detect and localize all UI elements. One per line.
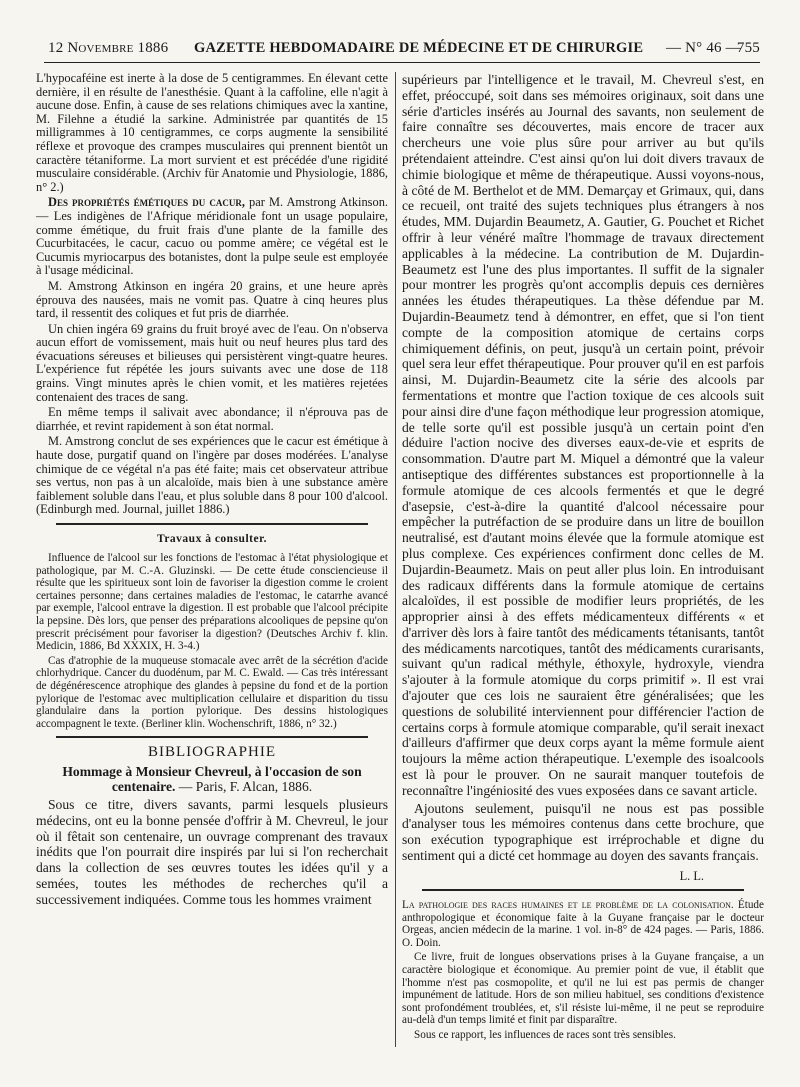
- section-heading-bibliographie: BIBLIOGRAPHIE: [148, 743, 276, 760]
- right-column: [402, 72, 764, 1043]
- journal-title: GAZETTE HEBDOMADAIRE DE MÉDECINE ET DE CHIRURGIE: [194, 40, 644, 56]
- section-divider: [56, 523, 368, 525]
- article-heading: Des propriétés émétiques du cacur,: [48, 195, 245, 210]
- book-title-text: Hommage à Monsieur Chevreul, à l'occasion de son centenaire.: [62, 763, 362, 795]
- review-paragraph: Sous ce titre, divers savants, parmi lesquels plusieurs médecins, ont eu la bonne pensée d'offrir à M. Chevreul, le jour où il fêtait son centenaire, un ouvrage comprenant des travaux inédits que l'on pourrait dire inspirés par lui si l'on recherchait dans la collection de ses œuvres toutes les idées qu'il y a semées, toutes les méthodes de recherches qu'il a successivement indiquées. Comme tous les hommes vraiment: [36, 797, 388, 907]
- article-text: par M. Amstrong Atkinson. — Les indigènes de l'Afrique méridionale font un usage populaire, comme émétique, du fruit frais d'une plante de la famille des Cucurbitacées, le cacur, cacuo ou pomme amère; ce végétal est le Cucumis myriocarpus des botanistes, dont la pulpe seule est employée à l'usage médicinal.: [36, 195, 388, 278]
- column-rule: [395, 72, 396, 1047]
- book-publisher: — Paris, F. Alcan, 1886.: [175, 779, 313, 795]
- page-number: 755: [736, 40, 760, 56]
- article-paragraph: Influence de l'alcool sur les fonctions de l'estomac à l'état physiologique et pathologique, par M. C.-A. Gluzinski. — De cette étude consciencieuse il résulte que les spiritueux sont loin de favoriser la digestion comme le croient certaines personne; dans certaines maladies de l'estomac, le catarrhe avancé par exemple, l'alcool entrave la digestion. Il est probable que l'alcool précipite la pepsine. Dès lors, que penser des préparations alcooliques de pepsine qu'on prescrit précisément pour favoriser la digestion? (Deutsches Archiv f. klin. Medicin, 1886, Bd XXXIX, H. 3-4.): [36, 552, 388, 653]
- section-divider: [56, 736, 368, 738]
- review-paragraph: supérieurs par l'intelligence et le travail, M. Chevreul s'est, en effet, préoccupé, soit dans ses mémoires originaux, soit dans une série d'articles insérés au Journal des savants, non seulement de faire connaître ses découvertes, mais encore de tracer aux chercheurs une voie plus sûre pour arriver au but qu'ils prétendaient atteindre. C'est ainsi qu'on lui doit divers travaux de chimie biologique et même de thérapeutique. Aussi voyons-nous, à côté de M. Berthelot et de MM. Demarçay et Grimaux, qui, dans ce recueil, ont traité des sujets techniques plus étrangers à nos études, MM. Dujardin Beaumetz, A. Gautier, G. Pouchet et Richet offrir à leur vénéré maître l'hommage de travaux directement applicables à la médecine. La contribution de M. Dujardin-Beaumetz est l'une des plus importantes. Il suffit de la signaler pour montrer les progrès qu'ont accomplis depuis ces dernières années les études thérapeutiques. La thèse défendue par M. Dujardin-Beaumetz tend à démontrer, en effet, que si l'on tient compte de la composition atomique de certains corps chimiquement définis, on peut, jusqu'à un certain point, prévoir quel sera leur effet thérapeutique. Pour prouver qu'il en est parfois ainsi, M. Dujardin-Beaumetz cite la série des alcools par fermentations et montre que l'action toxique de ces alcools suit pour ainsi dire d'une façon méthodique leur progression atomique, de telle sorte qu'il est possible jusqu'à un certain point d'en déduire l'action nocive des diverses eaux-de-vie et esprits de consommation. D'autre part M. Miquel a démontré que la valeur antiseptique des différentes substances est proportionnelle à la formule atomique de ces alcools fermentés et que le degré d'asepsie, c'est-à-dire la quantité d'alcool nécessaire pour empêcher la putréfaction de se produire dans un litre de bouillon neutralisé, est d'autant moins élevée que la formule atomique est plus complexe. Ces expériences confirment donc celles de M. Dujardin-Beaumetz. Mais on peut aller plus loin. En introduisant des radicaux différents dans la formule atomique de certains alcaloïdes, il est possible de modifier leurs propriétés, de les approprier ainsi à des effets médicamenteux différents « et d'arriver dès lors à faire tantôt des médicaments tétanisants, tantôt des médicaments narcotiques, tantôt des médicaments curarisants, suivant qu'un radical méthyle, éthoxyle, hydroxyle, viendra s'ajouter à la formule atomique du corps primitif ». Il est vrai d'ajouter que ces lois ne sauraient être généralisées; que les questions de solubilité interviennent pour différencier l'action de certains corps à formule atomique comparable, qu'il serait inexact d'ailleurs d'affirmer que deux corps ayant la même formule aient toujours la même action thérapeutique. L'exemple des isoalcools est là pour le prouver. On ne saurait manquer toutefois de reconnaître l'ingéniosité des vues exposées dans ce savant article.: [402, 72, 764, 798]
- issue-date: 12 Novembre 1886: [48, 40, 169, 56]
- book-title-text: La pathologie des races humaines et le problème de la colonisation.: [402, 898, 734, 911]
- book-entry: [402, 899, 764, 949]
- issue-number: — N° 46 —: [666, 40, 741, 56]
- article-paragraph: M. Amstrong conclut de ses expériences que le cacur est émétique à haute dose, purgatif quand on l'ingère par doses modérées. L'analyse chimique de ce végétal n'a pas été faite; mais cet observateur attribue ses vertus, non pas à un alcaloïde, mais bien à une substance amère faiblement soluble dans l'eau, et plus soluble dans 8 pour 100 d'alcool. (Edinburgh med. Journal, juillet 1886.): [36, 434, 388, 517]
- article-paragraph: En même temps il salivait avec abondance; il n'éprouva pas de diarrhée, et revint rapidement à son état normal.: [36, 405, 388, 433]
- review-paragraph: Ce livre, fruit de longues observations prises à la Guyane française, a un caractère biologique et économique. Au premier point de vue, il établit que l'homme n'est pas cosmopolite, et qu'il ne lui est pas permis de changer impunément de latitude. Hors de son milieu habituel, ses conditions d'existence sont profondément troublées, et, s'il résiste lui-même, il ne peut se reproduire au-delà d'un temps limité et finit par disparaître.: [402, 951, 764, 1027]
- book-details: Étude anthropologique et économique faite à la Guyane française par le docteur Orgeas, ancien médecin de la marine. 1 vol. in-8° de 424 pages. — Paris, 1886. O. Doin.: [402, 898, 764, 949]
- section-divider: [422, 889, 744, 891]
- article-paragraph: L'hypocaféine est inerte à la dose de 5 centigrammes. En élevant cette dernière, il en résulte de l'anesthésie. Quant à la caffoline, elle n'agit à aucune dose. Enfin, à cause de ses relations chimiques avec la xantine, M. Filehne a étudié la sarkine. Administrée par quantités de 15 milligrammes à 10 centigrammes, ce corps augmente la sensibilité réflexe et provoque des crampes musculaires qui prennent bientôt un caractère tétaniforme. La mort survient et est précédée d'une rigidité musculaire considérable. (Archiv für Anatomie und Physiologie, 1886, n° 2.): [36, 71, 388, 194]
- section-heading-travaux: Travaux à consulter.: [157, 532, 267, 545]
- review-paragraph: Ajoutons seulement, puisqu'il ne nous est pas possible d'analyser tous les mémoires contenus dans cette brochure, que son exécution typographique est irréprochable et digne du sentiment qui a dicté cet hommage au doyen des savants français.: [402, 800, 764, 864]
- left-column: [36, 72, 388, 910]
- article-paragraph: [36, 196, 388, 278]
- review-paragraph: Sous ce rapport, les influences de races sont très sensibles.: [414, 1028, 676, 1041]
- page-header: [44, 40, 760, 63]
- author-signature: L. L.: [679, 868, 704, 883]
- book-title: [36, 764, 388, 796]
- article-paragraph: Cas d'atrophie de la muqueuse stomacale avec arrêt de la sécrétion d'acide chlorhydrique. Cancer du duodénum, par M. C. Ewald. — Cas très intéressant de dégénérescence atrophique des glandes à pepsine du fond et de la portion pylorique de l'estomac avec multiplication cellulaire et disparition du tissu glandulaire dans la portion pylorique. Des dessins histologiques accompagnent le texte. (Berliner klin. Wochenschrift, 1886, n° 32.): [36, 654, 388, 730]
- article-paragraph: M. Amstrong Atkinson en ingéra 20 grains, et une heure après éprouva des nausées, mais ne vomit pas. Quatre à cinq heures plus tard, il ressentit des coliques et fut pris de diarrhée.: [36, 278, 388, 321]
- article-paragraph: Un chien ingéra 69 grains du fruit broyé avec de l'eau. On n'observa aucun effort de vomissement, mais huit ou neuf heures plus tard des évacuations séreuses et bilieuses qui persistèrent vingt-quatre heures. L'expérience fut répétée les jours suivants avec une dose de 118 grains. Vingt minutes après le chien vomit, et les matières rejetées contenaient des traces de sang.: [36, 321, 388, 404]
